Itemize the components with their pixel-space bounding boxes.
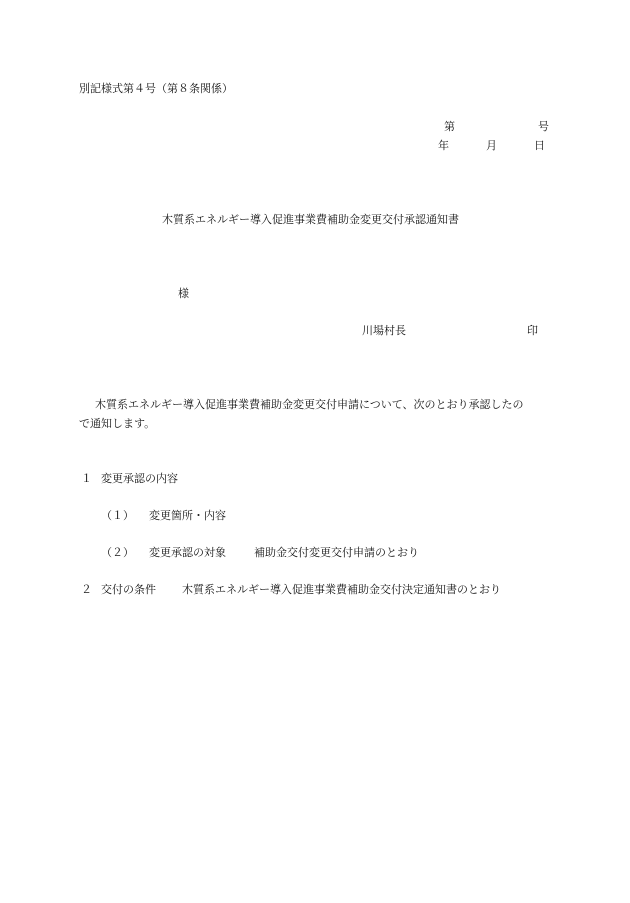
sender-name: 川場村長 — [362, 324, 406, 337]
item-2-label: 交付の条件 — [101, 583, 156, 596]
document-number-prefix: 第 — [444, 120, 455, 133]
item-1-number: １ — [81, 472, 92, 485]
date-month: 月 — [486, 139, 497, 152]
item-1-sub-1-number: （１） — [101, 509, 134, 522]
item-2-number: ２ — [81, 583, 92, 596]
item-1-label: 変更承認の内容 — [101, 472, 178, 485]
form-label: 別記様式第４号（第８条関係） — [79, 82, 233, 95]
date-year: 年 — [438, 139, 449, 152]
document-number-suffix: 号 — [538, 120, 549, 133]
item-1-sub-2-label: 変更承認の対象 — [149, 546, 226, 559]
body-text-line-1: 木質系エネルギー導入促進事業費補助金変更交付申請について、次のとおり承認したの — [95, 398, 524, 411]
seal-mark: 印 — [527, 324, 538, 337]
item-2-value: 木質系エネルギー導入促進事業費補助金交付決定通知書のとおり — [182, 583, 501, 596]
body-text-line-2: で通知します。 — [79, 417, 156, 430]
addressee-honorific: 様 — [178, 287, 189, 300]
item-1-sub-2-number: （２） — [101, 546, 134, 559]
date-day: 日 — [534, 139, 545, 152]
item-1-sub-1-label: 変更箇所・内容 — [149, 509, 226, 522]
item-1-sub-2-value: 補助金交付変更交付申請のとおり — [254, 546, 419, 559]
document-title: 木質系エネルギー導入促進事業費補助金変更交付承認通知書 — [162, 213, 459, 226]
